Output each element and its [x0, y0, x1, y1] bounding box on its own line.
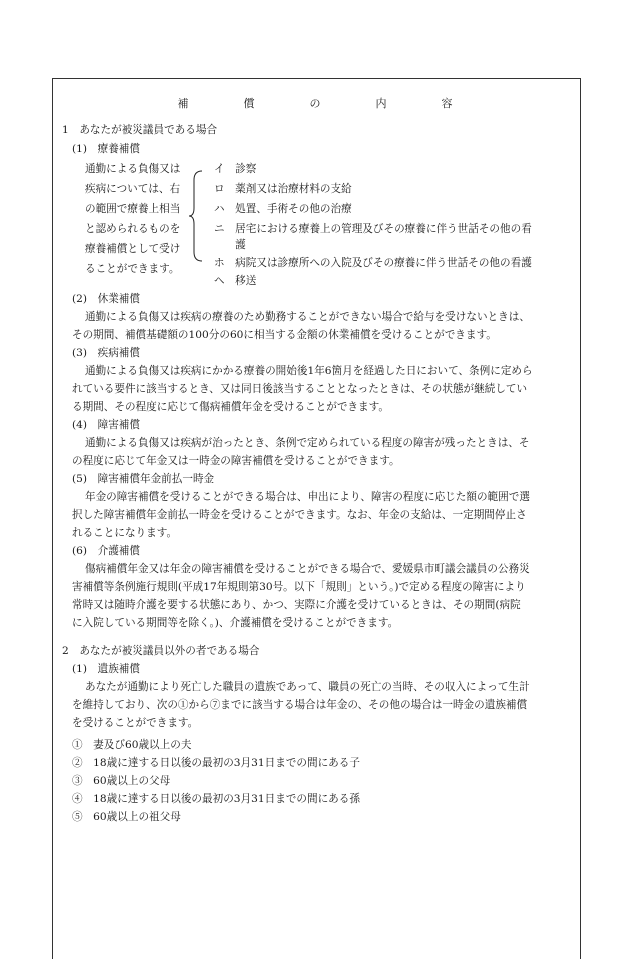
s1-6-line: に入院している期間等を除く。)、介護補償を受けることができます。 [72, 617, 399, 629]
treatment-item: 護 [214, 239, 246, 251]
survivor-list-item: ③ 60歳以上の父母 [72, 775, 171, 787]
s1-3-line: れている要件に該当するとき、又は同日後該当することとなったときは、その状態が継続してい [72, 383, 528, 395]
section2-heading: 2 あなたが被災議員以外の者である場合 [62, 645, 260, 657]
survivor-list-item: ⑤ 60歳以上の祖父母 [72, 811, 181, 823]
s1-5-line: 択した障害補償年金前払一時金を受けることができます。なお、年金の支給は、一定期間停止さ [72, 509, 527, 521]
s1-6-heading: (6) 介護補償 [72, 545, 140, 557]
treatment-item: ヘ 移送 [214, 275, 257, 287]
s1-5-line: れることになります。 [72, 527, 178, 539]
treatment-item: ロ 薬剤又は治療材料の支給 [214, 183, 352, 195]
s1-6-line: 常時又は随時介護を要する状態にあり、かつ、実際に介護を受けているときは、その期間(病院 [72, 599, 521, 611]
s1-3-line: る期間、その程度に応じて傷病補償年金を受けることができます。 [72, 401, 389, 413]
s1-2-line: 通勤による負傷又は疾病の療養のため勤務することができない場合で給与を受けないときは、 [85, 311, 530, 323]
s1-4-line: 通勤による負傷又は疾病が治ったとき、条例で定められている程度の障害が残ったときは、そ [85, 437, 530, 449]
s1-6-line: 傷病補償年金又は年金の障害補償を受けることができる場合で、愛媛県市町議会議員の公務災 [85, 563, 530, 575]
s2-1-heading: (1) 遺族補償 [72, 663, 140, 675]
treatment-item: イ 診察 [214, 163, 257, 175]
s1-1-left-line: 疾病については、右 [85, 183, 181, 195]
s1-1-left-line: 通勤による負傷又は [85, 163, 181, 175]
survivor-list-item: ④ 18歳に達する日以後の最初の3月31日までの間にある孫 [72, 793, 360, 805]
survivor-list-item: ① 妻及び60歳以上の夫 [72, 739, 192, 751]
s1-5-line: 年金の障害補償を受けることができる場合は、申出により、障害の程度に応じた額の範囲で選 [85, 491, 530, 503]
s2-1-line: あなたが通勤により死亡した職員の遺族であって、職員の死亡の当時、その収入によって生計 [85, 681, 530, 693]
s1-2-line: その期間、補償基礎額の100分の60に相当する金額の休業補償を受けることができます。 [72, 329, 497, 341]
s1-3-line: 通勤による負傷又は疾病にかかる療養の開始後1年6箇月を経過した日において、条例に定めら [85, 365, 533, 377]
section1-heading: 1 あなたが被災議員である場合 [62, 124, 218, 136]
s1-4-heading: (4) 障害補償 [72, 419, 140, 431]
s1-3-heading: (3) 疾病補償 [72, 347, 140, 359]
survivor-list-item: ② 18歳に達する日以後の最初の3月31日までの間にある子 [72, 757, 360, 769]
treatment-item: ニ 居宅における療養上の管理及びその療養に伴う世話その他の看 [214, 223, 532, 235]
s1-1-left-line: の範囲で療養上相当 [85, 203, 181, 215]
s1-1-heading: (1) 療養補償 [72, 143, 140, 155]
s1-4-line: の程度に応じて年金又は一時金の障害補償を受けることができます。 [72, 455, 400, 467]
s1-2-heading: (2) 休業補償 [72, 293, 140, 305]
treatment-item: ホ 病院又は診療所への入院及びその療養に伴う世話その他の看護 [214, 257, 532, 269]
s2-1-line: を受けることができます。 [72, 717, 199, 729]
s1-6-line: 害補償等条例施行規則(平成17年規則第30号。以下「規則」という。)で定める程度の障害により [72, 581, 526, 593]
s2-1-line: を維持しており、次の①から⑦までに該当する場合は年金の、その他の場合は一時金の遺族補償 [72, 699, 528, 711]
s1-1-left-line: と認められるものを [85, 223, 181, 235]
s1-5-heading: (5) 障害補償年金前払一時金 [72, 473, 215, 485]
s1-1-left-line: ることができます。 [85, 263, 180, 275]
s1-1-left-line: 療養補償として受け [85, 243, 181, 255]
page-title: 補 償 の 内 容 [177, 97, 475, 110]
brace-bracket [188, 170, 204, 262]
treatment-item: ハ 処置、手術その他の治療 [214, 203, 352, 215]
